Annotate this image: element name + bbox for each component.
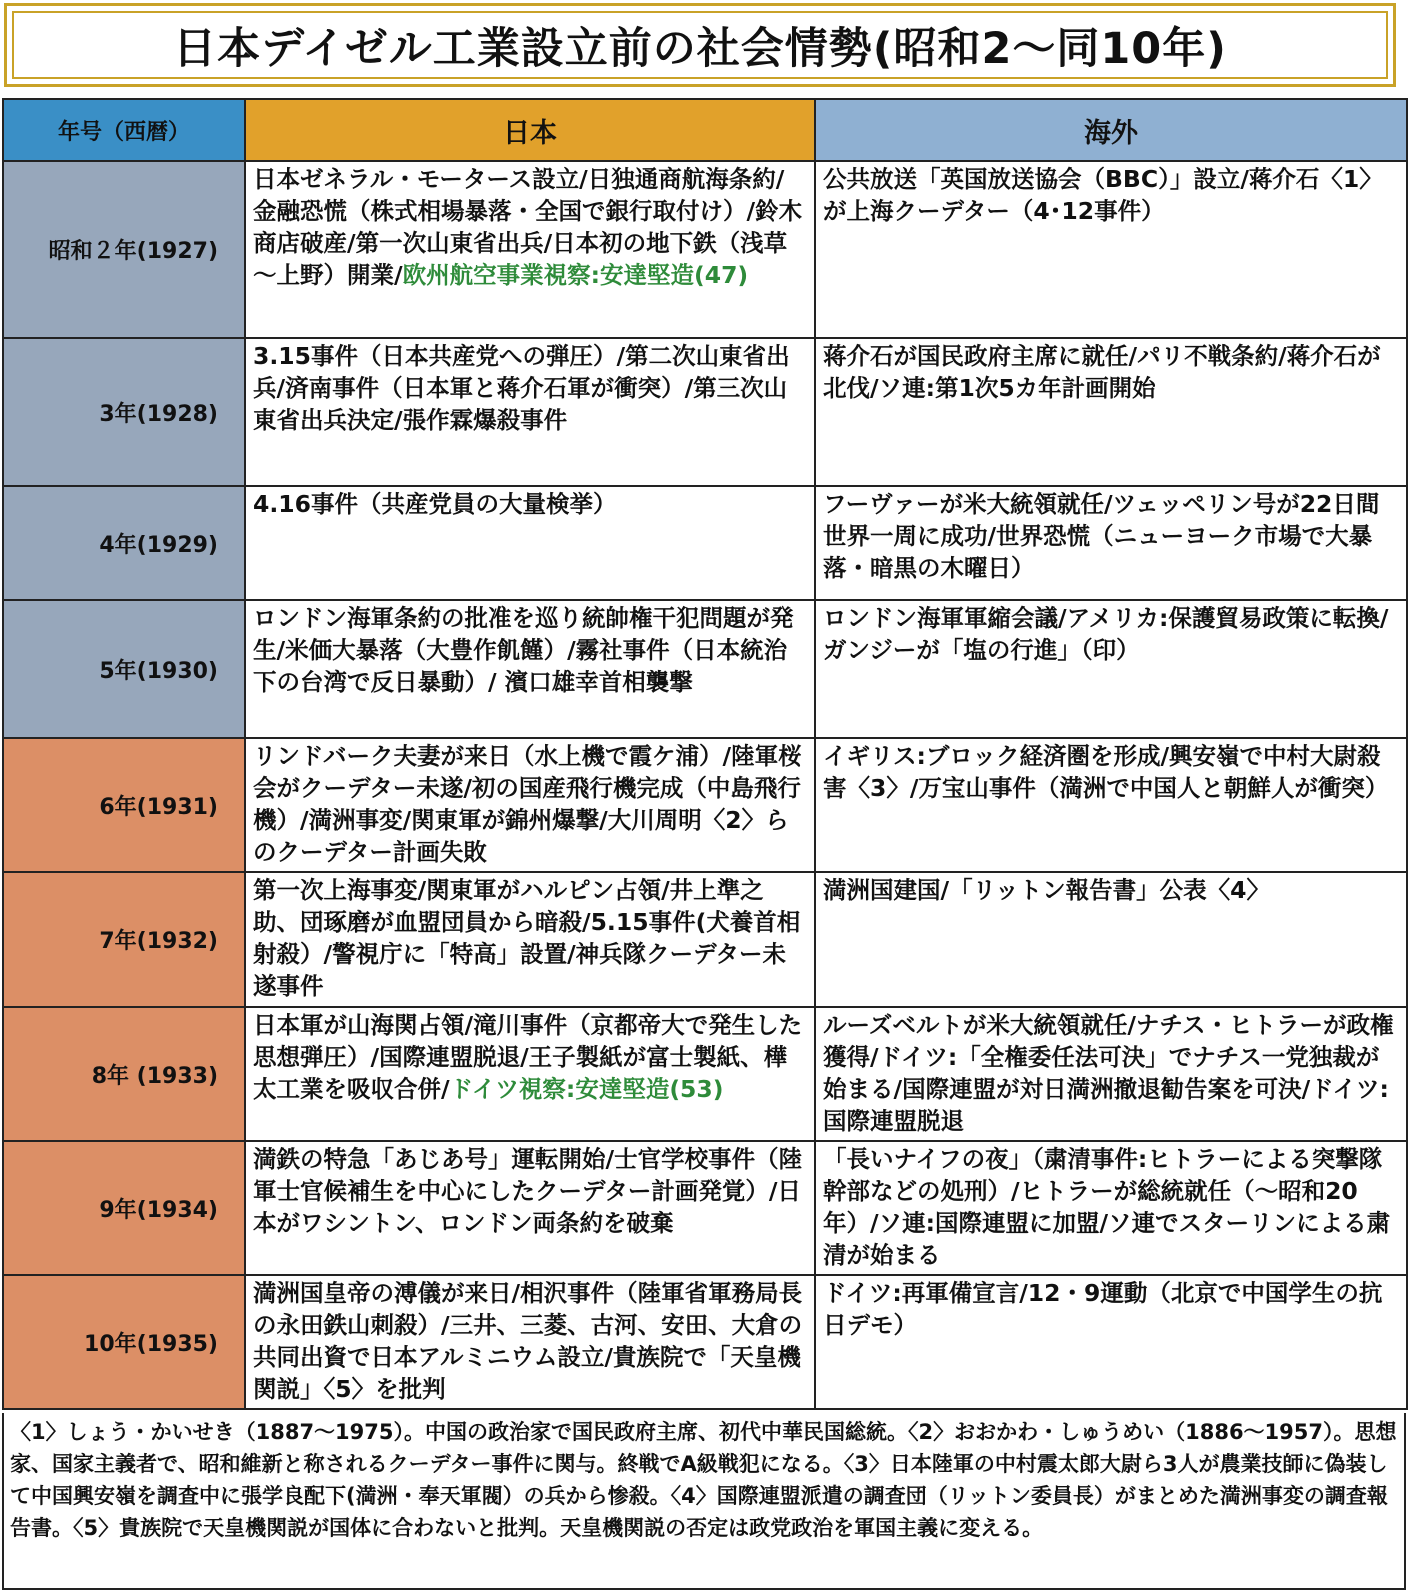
year-cell: 9年(1934) xyxy=(3,1141,245,1275)
title-frame xyxy=(4,3,1396,87)
abroad-cell: ドイツ:再軍備宣言/12・9運動（北京で中国学生の抗日デモ） xyxy=(815,1275,1407,1409)
year-cell: 昭和２年(1927) xyxy=(3,161,245,338)
japan-cell: 満洲国皇帝の溥儀が来日/相沢事件（陸軍省軍務局長の永田鉄山刺殺）/三井、三菱、古河、安田、大倉の共同出資で日本アルミニウム設立/貴族院で「天皇機関説」〈5〉を批判 xyxy=(245,1275,815,1409)
abroad-cell: フーヴァーが米大統領就任/ツェッペリン号が22日間世界一周に成功/世界恐慌（ニューヨーク市場で大暴落・暗黒の木曜日） xyxy=(815,486,1407,600)
abroad-cell: 公共放送「英国放送協会（BBC）」設立/蒋介石〈1〉が上海クーデター（4･12事件） xyxy=(815,161,1407,338)
abroad-cell: ルーズベルトが米大統領就任/ナチス・ヒトラーが政権獲得/ドイツ:「全権委任法可決」でナチス一党独裁が始まる/国際連盟が対日満洲撤退勧告案を可決/ドイツ:国際連盟脱退 xyxy=(815,1007,1407,1141)
header-japan: 日本 xyxy=(245,99,815,161)
abroad-cell: 蒋介石が国民政府主席に就任/パリ不戦条約/蒋介石が北伐/ソ連:第1次5カ年計画開始 xyxy=(815,338,1407,486)
japan-cell xyxy=(245,1007,815,1141)
abroad-cell: 満洲国建国/「リットン報告書」公表〈4〉 xyxy=(815,872,1407,1007)
year-cell: 3年(1928) xyxy=(3,338,245,486)
year-cell: 6年(1931) xyxy=(3,738,245,872)
japan-highlight: 欧州航空事業視察:安達堅造(47) xyxy=(402,261,749,289)
table-row xyxy=(3,486,1407,600)
japan-text: 日本ゼネラル・モータース設立/日独通商航海条約/ 金融恐慌（株式相場暴落・全国で銀行取付け）/鈴木商店破産/第一次山東省出兵/日本初の地下鉄（浅草～上野）開業/ xyxy=(253,165,803,289)
japan-cell: 3.15事件（日本共産党への弾圧）/第二次山東省出兵/済南事件（日本軍と蒋介石軍が衝突）/第三次山東省出兵決定/張作霖爆殺事件 xyxy=(245,338,815,486)
table-row xyxy=(3,1141,1407,1275)
table-row xyxy=(3,1275,1407,1409)
japan-highlight: ドイツ視察:安達堅造(53) xyxy=(449,1075,724,1103)
footnotes: 〈1〉しょう・かいせき（1887～1975）。中国の政治家で国民政府主席、初代中華民国総統。〈2〉おおかわ・しゅうめい（1886～1957）。思想家、国家主義者で、昭和維新と称されるクーデター事件に関与。終戦でA級戦犯になる。〈3〉日本陸軍の中村震太郎大尉ら3人が農業技師に偽装して中国興安嶺を調査中に張学良配下(満洲・奉天軍閥）の兵から惨殺。〈4〉国際連盟派遣の調査団（リットン委員長）がまとめた満洲事変の調査報告書。〈5〉貴族院で天皇機関説が国体に合わないと批判。天皇機関説の否定は政党政治を軍国主義に変える。 xyxy=(2,1413,1406,1590)
abroad-cell: 「長いナイフの夜」（粛清事件:ヒトラーによる突撃隊幹部などの処刑）/ヒトラーが総統就任（～昭和20年）/ソ連:国際連盟に加盟/ソ連でスターリンによる粛清が始まる xyxy=(815,1141,1407,1275)
year-cell: 8年 (1933) xyxy=(3,1007,245,1141)
table-row xyxy=(3,1007,1407,1141)
year-cell: 5年(1930) xyxy=(3,600,245,738)
japan-text: 日本軍が山海関占領/滝川事件（京都帝大で発生した思想弾圧）/国際連盟脱退/王子製紙が富士製紙、樺太工業を吸収合併/ xyxy=(253,1011,803,1103)
table-row xyxy=(3,338,1407,486)
abroad-cell: ロンドン海軍軍縮会議/アメリカ:保護貿易政策に転換/ガンジーが「塩の行進」（印） xyxy=(815,600,1407,738)
abroad-cell: イギリス:ブロック経済圏を形成/興安嶺で中村大尉殺害〈3〉/万宝山事件（満洲で中国人と朝鮮人が衝突） xyxy=(815,738,1407,872)
japan-cell xyxy=(245,161,815,338)
year-cell: 7年(1932) xyxy=(3,872,245,1007)
year-cell: 10年(1935) xyxy=(3,1275,245,1409)
table-row xyxy=(3,872,1407,1007)
page-title: 日本デイゼル工業設立前の社会情勢(昭和2～同10年) xyxy=(173,23,1227,74)
japan-cell: 第一次上海事変/関東軍がハルピン占領/井上準之助、団琢磨が血盟団員から暗殺/5.15事件(犬養首相射殺）/警視庁に「特高」設置/神兵隊クーデター未遂事件 xyxy=(245,872,815,1007)
history-table xyxy=(2,98,1408,1410)
header-abroad: 海外 xyxy=(815,99,1407,161)
table-header-row xyxy=(3,99,1407,161)
japan-cell: 4.16事件（共産党員の大量検挙） xyxy=(245,486,815,600)
japan-cell: 満鉄の特急「あじあ号」運転開始/士官学校事件（陸軍士官候補生を中心にしたクーデター計画発覚）/日本がワシントン、ロンドン両条約を破棄 xyxy=(245,1141,815,1275)
japan-cell: リンドバーク夫妻が来日（水上機で霞ケ浦）/陸軍桜会がクーデター未遂/初の国産飛行機完成（中島飛行機）/満洲事変/関東軍が錦州爆撃/大川周明〈2〉らのクーデター計画失敗 xyxy=(245,738,815,872)
title-inner-border xyxy=(12,11,1388,79)
table-row xyxy=(3,738,1407,872)
table-row xyxy=(3,600,1407,738)
japan-cell: ロンドン海軍条約の批准を巡り統帥権干犯問題が発生/米価大暴落（大豊作飢饉）/霧社事件（日本統治下の台湾で反日暴動）/ 濱口雄幸首相襲撃 xyxy=(245,600,815,738)
header-year: 年号（西暦） xyxy=(3,99,245,161)
year-cell: 4年(1929) xyxy=(3,486,245,600)
table-row xyxy=(3,161,1407,338)
